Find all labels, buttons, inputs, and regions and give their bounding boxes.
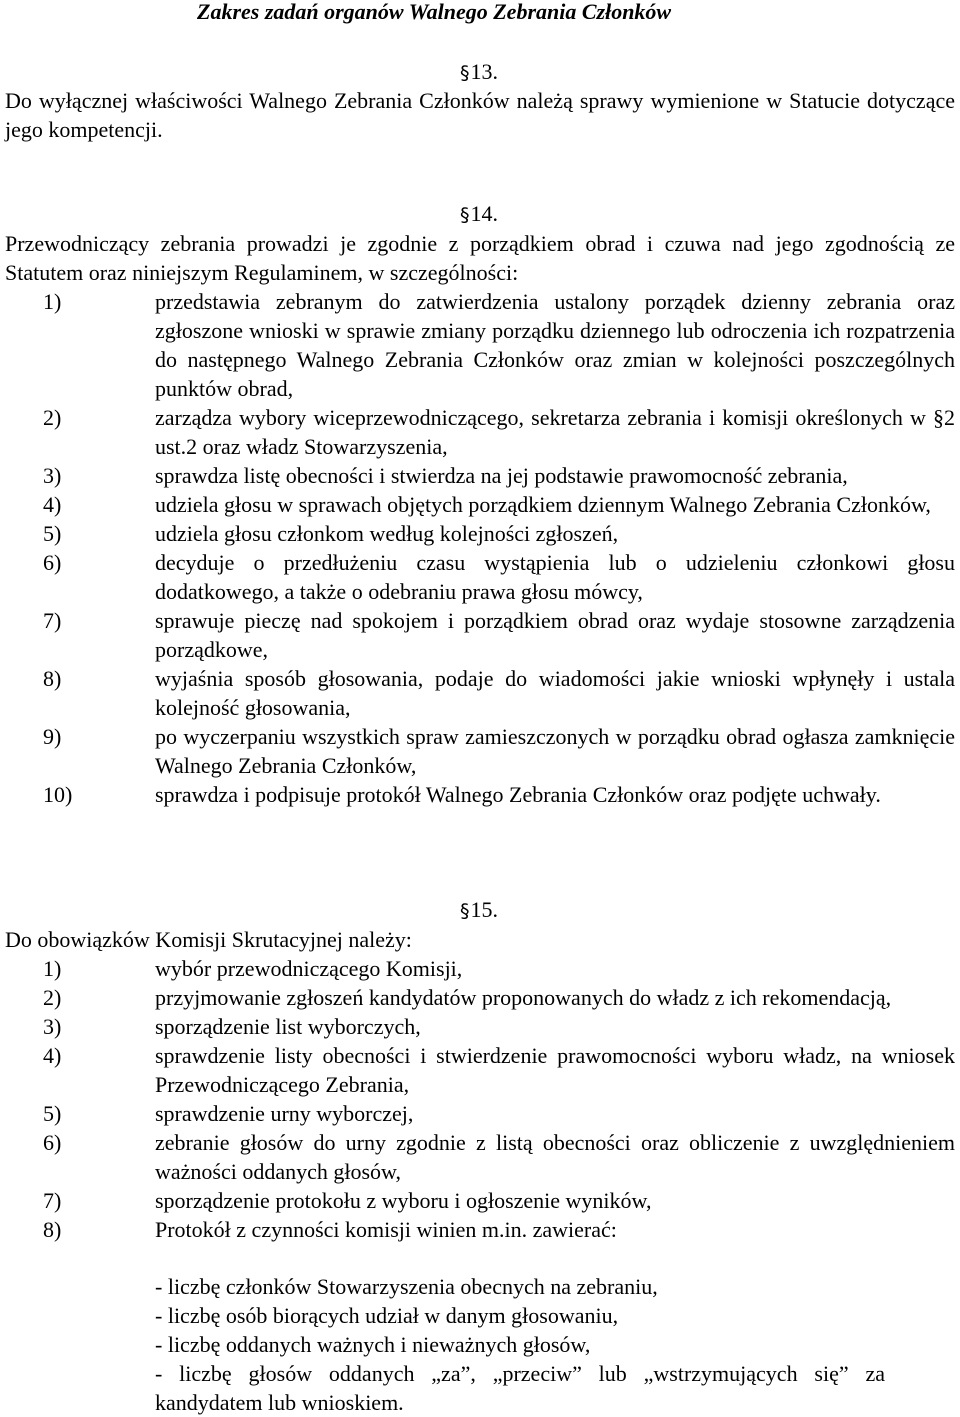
list-item: [43, 1012, 955, 1041]
list-item-text: sprawdza listę obecności i stwierdza na jej podstawie prawomocność zebrania,: [155, 463, 848, 488]
sub-list-item: - liczbę oddanych ważnych i nieważnych głosów,: [155, 1332, 591, 1357]
list-item-text: zarządza wybory wiceprzewodniczącego, sekretarza zebrania i komisji określonych w §2 ust.2 oraz władz Stowarzyszenia,: [155, 405, 955, 459]
section-15-heading: [455, 896, 502, 925]
section-number: 13.: [470, 59, 498, 84]
list-item-text: zebranie głosów do urny zgodnie z listą obecności oraz obliczenie z uwzględnieniem ważności oddanych głosów,: [155, 1130, 955, 1184]
list-item-number: 7): [43, 1188, 62, 1213]
list-item: [43, 287, 955, 403]
list-item-number: 2): [43, 405, 62, 430]
sub-list-item: - liczbę głosów oddanych „za”, „przeciw” lub „wstrzymujących się” za kandydatem lub wnioskiem.: [155, 1361, 885, 1415]
list-item-text: Protokół z czynności komisji winien m.in. zawierać:: [155, 1217, 617, 1242]
list-item-text: sprawuje pieczę nad spokojem i porządkiem obrad oraz wydaje stosowne zarządzenia porządkowe,: [155, 608, 955, 662]
list-item-number: 10): [43, 782, 73, 807]
list-item-number: 6): [43, 550, 62, 575]
section-15-list: [43, 954, 955, 1244]
section-14-intro: Przewodniczący zebrania prowadzi je zgodnie z porządkiem obrad i czuwa nad jego zgodnością ze Statutem oraz niniejszym Regulaminem, w szczególności:: [5, 231, 955, 285]
list-item: [43, 548, 955, 606]
list-item-text: sprawdzenie urny wyborczej,: [155, 1101, 414, 1126]
protocol-contents-list: [155, 1272, 955, 1417]
list-item: [43, 1186, 955, 1215]
section-13-text: Do wyłącznej właściwości Walnego Zebrania Członków należą sprawy wymienione w Statucie dotyczące jego kompetencji.: [5, 88, 955, 142]
list-item-number: 5): [43, 521, 62, 546]
list-item: [43, 983, 955, 1012]
list-item: [43, 519, 955, 548]
list-item-number: 1): [43, 956, 62, 981]
list-item-text: decyduje o przedłużeniu czasu wystąpienia lub o udzieleniu członkowi głosu dodatkowego, a także o odebraniu prawa głosu mówcy,: [155, 550, 955, 604]
list-item: [43, 954, 955, 983]
list-item-text: sprawdza i podpisuje protokół Walnego Zebrania Członków oraz podjęte uchwały.: [155, 782, 881, 807]
list-item-text: wybór przewodniczącego Komisji,: [155, 956, 463, 981]
list-item-number: 3): [43, 1014, 62, 1039]
list-item-text: udziela głosu członkom według kolejności zgłoszeń,: [155, 521, 619, 546]
list-item-number: 3): [43, 463, 62, 488]
list-item: [43, 664, 955, 722]
list-item-number: 4): [43, 492, 62, 517]
section-13-heading: [455, 58, 502, 87]
list-item: [43, 606, 955, 664]
list-item: [43, 1215, 955, 1244]
list-item-text: sprawdzenie listy obecności i stwierdzenie prawomocności wyboru władz, na wniosek Przewodniczącego Zebrania,: [155, 1043, 955, 1097]
list-item-number: 5): [43, 1101, 62, 1126]
list-item-text: przedstawia zebranym do zatwierdzenia ustalony porządek dzienny zebrania oraz zgłoszone wnioski w sprawie zmiany porządku dziennego lub odroczenia ich rozpatrzenia do następnego Walnego Zebrania Członków oraz zmian w kolejności poszczególnych punktów obrad,: [155, 289, 955, 401]
section-number: 14.: [470, 201, 498, 226]
sub-list-item: - liczbę osób biorących udział w danym głosowaniu,: [155, 1303, 619, 1328]
list-item-number: 4): [43, 1043, 62, 1068]
list-item-number: 8): [43, 666, 62, 691]
list-item-number: 9): [43, 724, 62, 749]
list-item: [43, 1099, 955, 1128]
document-title: Zakres zadań organów Walnego Zebrania Członków: [197, 0, 672, 24]
paragraph-symbol: §: [460, 62, 470, 84]
list-item-number: 8): [43, 1217, 62, 1242]
section-14-list: [43, 287, 955, 809]
list-item-text: przyjmowanie zgłoszeń kandydatów proponowanych do władz z ich rekomendacją,: [155, 985, 892, 1010]
list-item-text: po wyczerpaniu wszystkich spraw zamieszczonych w porządku obrad ogłasza zamknięcie Walnego Zebrania Członków,: [155, 724, 955, 778]
paragraph-symbol: §: [460, 900, 470, 922]
section-number: 15.: [470, 897, 498, 922]
section-14-heading: [455, 200, 502, 229]
list-item: [43, 780, 955, 809]
list-item-number: 7): [43, 608, 62, 633]
list-item: [43, 1041, 955, 1099]
list-item: [43, 490, 955, 519]
section-15-intro: Do obowiązków Komisji Skrutacyjnej należy:: [5, 927, 412, 952]
list-item-number: 6): [43, 1130, 62, 1155]
list-item-text: sporządzenie protokołu z wyboru i ogłoszenie wyników,: [155, 1188, 652, 1213]
sub-list-item: - liczbę członków Stowarzyszenia obecnych na zebraniu,: [155, 1274, 658, 1299]
list-item-text: wyjaśnia sposób głosowania, podaje do wiadomości jakie wnioski wpłynęły i ustala kolejność głosowania,: [155, 666, 955, 720]
list-item: [43, 1128, 955, 1186]
list-item: [43, 403, 955, 461]
list-item: [43, 722, 955, 780]
list-item-number: 1): [43, 289, 62, 314]
paragraph-symbol: §: [460, 204, 470, 226]
list-item-text: sporządzenie list wyborczych,: [155, 1014, 421, 1039]
list-item-text: udziela głosu w sprawach objętych porządkiem dziennym Walnego Zebrania Członków,: [155, 492, 931, 517]
list-item-number: 2): [43, 985, 62, 1010]
list-item: [43, 461, 955, 490]
